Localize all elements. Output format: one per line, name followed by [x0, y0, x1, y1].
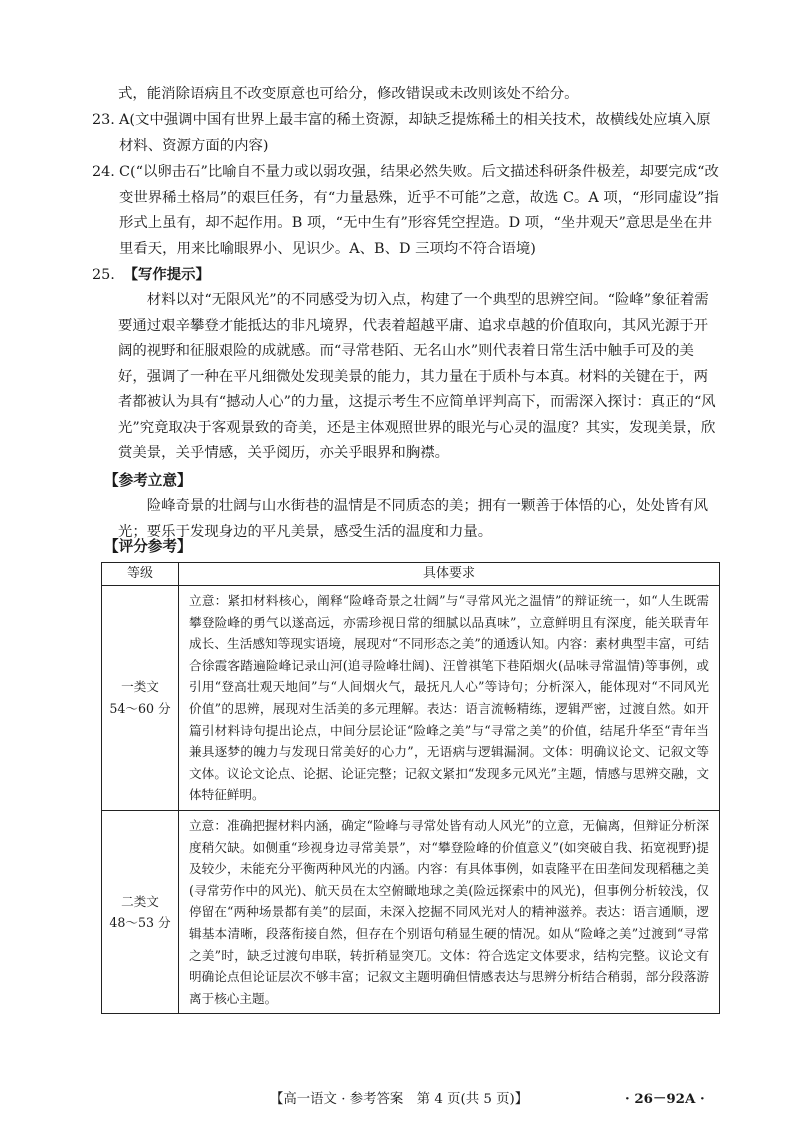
q24-answer: [92, 160, 722, 262]
requirement-cell: 立意：准确把握材料内涵，确定“险峰与寻常处皆有动人风光”的立意，无偏离，但辩证分析深度稍欠缺。如侧重“珍视身边寻常美景”，对“攀登险峰的价值意义”(如突破自我、拓宽视野)提及较少，未能充分平衡两种风光的内涵。内容：有具体事例，如袁隆平在田垄间发现稻穗之美(寻常劳作中的风光)、航天员在太空俯瞰地球之美(险远探索中的风光)，但事例分析较浅，仅停留在“两种场景都有美”的层面，未深入挖掘不同风光对人的精神滋养。表达：语言通顺，逻辑基本清晰，段落衔接自然，但存在个别语句稍显生硬的情况。如从“险峰之美”过渡到“寻常之美”时，缺乏过渡句串联，转折稍显突兀。文体：符合选定文体要求，结构完整。议论文有明确论点但论证层次不够丰富；记叙文主题明确但情感表达与思辨分析结合稍弱，部分段落游离于核心主题。: [179, 810, 720, 1013]
level-score-range: 54～60 分: [109, 700, 171, 716]
writing-hint-heading: 【写作提示】: [123, 266, 210, 283]
level-name: 一类文: [121, 679, 159, 695]
reference-idea-heading: 【参考立意】: [104, 472, 192, 489]
level-name: 二类文: [121, 893, 159, 909]
table-header-row: [102, 563, 720, 586]
table-row: [102, 586, 720, 811]
q25-number: 25.: [92, 267, 115, 283]
requirement-cell: 立意：紧扣材料核心，阐释“险峰奇景之壮阔”与“寻常风光之温情”的辩证统一，如“人生既需攀登险峰的勇气以遂高远，亦需珍视日常的细腻以品真味”，立意鲜明且有深度，能关联青年成长、生活感知等现实语境，展现对“不同形态之美”的通透认知。内容：素材典型丰富，可结合徐霞客踏遍险峰记录山河(追寻险峰壮阔)、汪曾祺笔下巷陌烟火(品味寻常温情)等事例，或引用“登高壮观天地间”与“人间烟火气，最抚凡人心”等诗句；分析深入，能体现对“不同风光价值”的思辨，展现对生活美的多元理解。表达：语言流畅精练，逻辑严密，过渡自然。如开篇引材料诗句提出论点，中间分层论证“险峰之美”与“寻常之美”的价值，结尾升华至“青年当兼具逐梦的魄力与发现日常美好的心力”，无语病与逻辑漏洞。文体：明确议论文、记叙文等文体。议论文论点、论据、论证完整；记叙文紧扣“发现多元风光”主题，情感与思辨交融，文体特征鲜明。: [179, 586, 720, 811]
level-cell: [102, 810, 179, 1013]
q23-number: 23.: [92, 112, 115, 128]
level-cell: [102, 586, 179, 811]
q25-answer: [92, 262, 722, 289]
level-column-header: 等级: [102, 563, 179, 586]
q24-number: 24.: [92, 164, 115, 180]
requirement-column-header: 具体要求: [179, 563, 720, 586]
footer-paper-code: · 26－92A ·: [625, 1091, 705, 1107]
q23-body: A(文中强调中国有世界上最丰富的稀土资源，却缺乏提炼稀土的相关技术，故横线处应填入原材料、资源方面的内容): [119, 112, 711, 154]
table-row: [102, 810, 720, 1013]
writing-hint-body: 材料以对“无限风光”的不同感受为切入点，构建了一个典型的思辨空间。“险峰”象征着需要通过艰辛攀登才能抵达的非凡境界，代表着超越平庸、追求卓越的价值取向，其风光源于开阔的视野和征服艰险的成就感。而“寻常巷陌、无名山水”则代表着日常生活中触手可及的美好，强调了一种在平凡细微处发现美景的能力，其力量在于质朴与本真。材料的关键在于，两者都被认为具有“撼动人心”的力量，这提示考生不应简单评判高下，而需深入探讨：真正的“风光”究竟取决于客观景致的奇美，还是主体观照世界的眼光与心灵的温度？其实，发现美景，欣赏美景，关乎情感，关乎阅历，亦关乎眼界和胸襟。: [118, 292, 716, 461]
q24-body: C(“以卵击石”比喻自不量力或以弱攻强，结果必然失败。后文描述科研条件极差，却要完成“改变世界稀土格局”的艰巨任务，有“力量悬殊，近乎不可能”之意，故选 C。A 项，“形同虚设”指形式上虽有，却不起作用。B 项，“无中生有”形容凭空捏造。D 项，“坐井观天”意思是坐在井里看天，用来比喻眼界小、见识少。A、B、D 三项均不符合语境): [119, 164, 719, 257]
q23-answer: [92, 108, 722, 159]
scoring-heading: 【评分参考】: [104, 538, 192, 555]
grading-table: [101, 562, 720, 1014]
reference-idea-body: 险峰奇景的壮阔与山水街巷的温情是不同质态的美；拥有一颗善于体悟的心，处处皆有风光；要乐于发现身边的平凡美景，感受生活的温度和力量。: [118, 498, 709, 540]
q22-tail-text: 式，能消除语病且不改变原意也可给分，修改错误或未改则该处不给分。: [118, 86, 579, 102]
level-score-range: 48～53 分: [109, 915, 171, 931]
footer-page-info: 【高一语文 · 参考答案 第 4 页(共 5 页)】: [270, 1092, 529, 1107]
